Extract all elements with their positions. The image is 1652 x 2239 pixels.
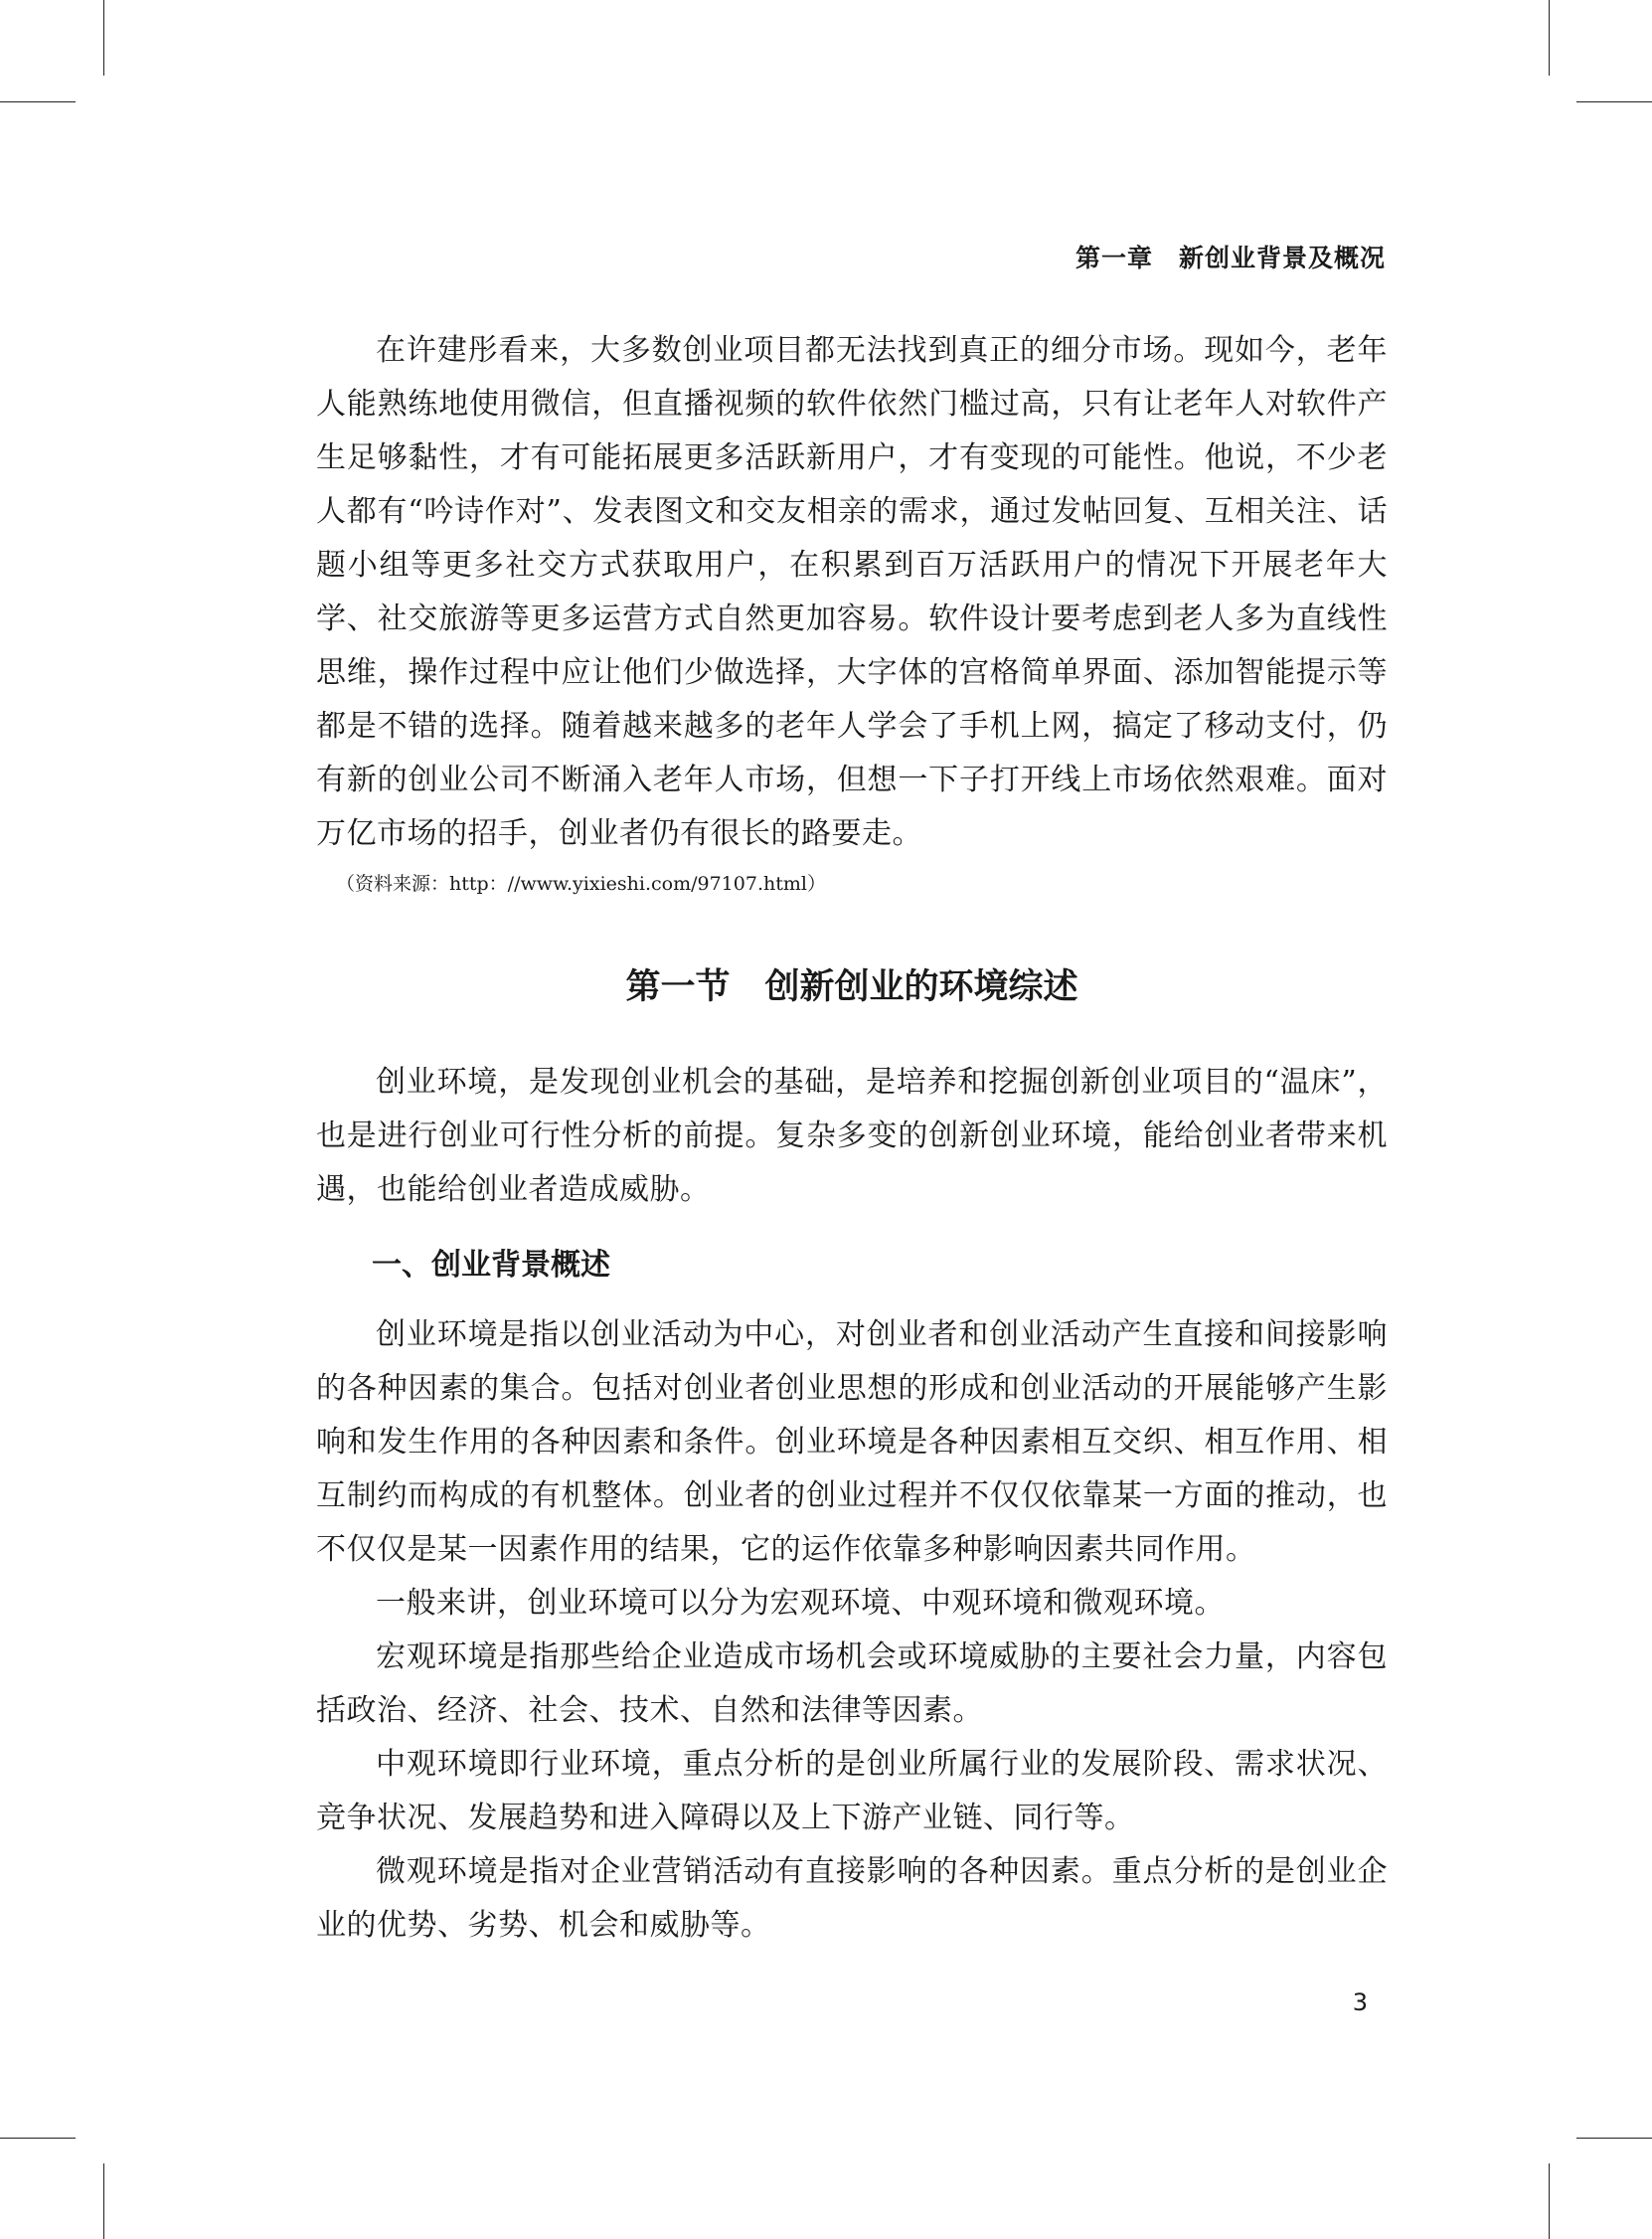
crop-mark-top-right-vertical	[1549, 0, 1550, 76]
crop-mark-top-left-horizontal	[0, 101, 76, 102]
body-paragraph: 创业环境是指以创业活动为中心，对创业者和创业活动产生直接和间接影响的各种因素的集合。包括对创业者创业思想的形成和创业活动的开展能够产生影响和发生作用的各种因素和条件。创业环境是各种因素相互交织、相互作用、相互制约而构成的有机整体。创业者的创业过程并不仅仅依靠某一方面的推动，也不仅仅是某一因素作用的结果，它的运作依靠多种影响因素共同作用。	[316, 1317, 1388, 1567]
body-paragraph: 宏观环境是指那些给企业造成市场机会或环境威胁的主要社会力量，内容包括政治、经济、社会、技术、自然和法律等因素。	[316, 1639, 1388, 1728]
source-citation: （资料来源：http：//www.yixieshi.com/97107.html）	[336, 873, 826, 895]
crop-mark-top-right-horizontal	[1576, 101, 1652, 102]
body-paragraph: 一般来讲，创业环境可以分为宏观环境、中观环境和微观环境。	[376, 1586, 1225, 1621]
body-paragraph: 中观环境即行业环境，重点分析的是创业所属行业的发展阶段、需求状况、竞争状况、发展趋势和进入障碍以及上下游产业链、同行等。	[316, 1747, 1388, 1835]
running-head: 第一章 新创业背景及概况	[1074, 244, 1386, 272]
crop-mark-bottom-left-horizontal	[0, 2138, 76, 2139]
intro-block	[316, 324, 1388, 899]
section-title: 第一节 创新创业的环境综述	[625, 967, 1078, 1007]
section-body	[316, 1056, 1388, 1953]
body-paragraph: 微观环境是指对企业营销活动有直接影响的各种因素。重点分析的是创业企业的优势、劣势、机会和威胁等。	[316, 1854, 1388, 1943]
crop-mark-bottom-left-vertical	[103, 2163, 104, 2239]
section-intro-paragraph: 创业环境，是发现创业机会的基础，是培养和挖掘创新创业项目的“温床”，也是进行创业可行性分析的前提。复杂多变的创新创业环境，能给创业者带来机遇，也能给创业者造成威胁。	[316, 1065, 1388, 1207]
page-number: 3	[1352, 1988, 1368, 2016]
crop-mark-top-left-vertical	[103, 0, 104, 76]
subsection-title: 一、创业背景概述	[372, 1248, 610, 1283]
intro-paragraph: 在许建彤看来，大多数创业项目都无法找到真正的细分市场。现如今，老年人能熟练地使用微信，但直播视频的软件依然门槛过高，只有让老年人对软件产生足够黏性，才有可能拓展更多活跃新用户，才有变现的可能性。他说，不少老人都有“吟诗作对”、发表图文和交友相亲的需求，通过发帖回复、互相关注、话题小组等更多社交方式获取用户，在积累到百万活跃用户的情况下开展老年大学、社交旅游等更多运营方式自然更加容易。软件设计要考虑到老人多为直线性思维，操作过程中应让他们少做选择，大字体的宫格简单界面、添加智能提示等都是不错的选择。随着越来越多的老年人学会了手机上网，搞定了移动支付，仍有新的创业公司不断涌入老年人市场，但想一下子打开线上市场依然艰难。面对万亿市场的招手，创业者仍有很长的路要走。	[316, 333, 1388, 851]
crop-mark-bottom-right-horizontal	[1576, 2138, 1652, 2139]
crop-mark-bottom-right-vertical	[1549, 2163, 1550, 2239]
